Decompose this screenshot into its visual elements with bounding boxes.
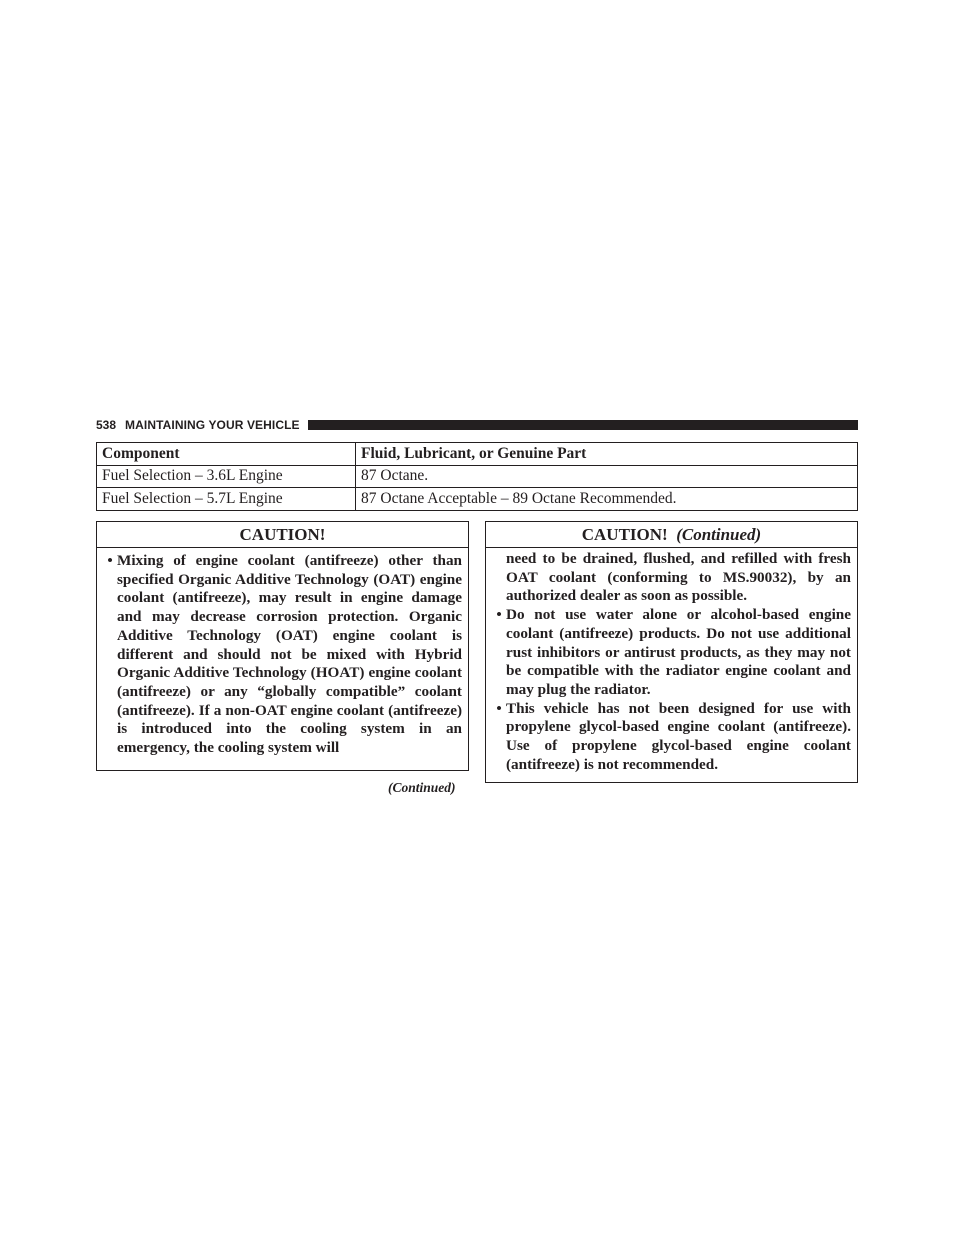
page-number: 538	[96, 418, 117, 432]
caution-body	[97, 548, 468, 758]
bullet-icon: •	[496, 606, 502, 624]
section-title: MAINTAINING YOUR VEHICLE	[125, 418, 300, 432]
caution-bullet: • This vehicle has not been designed for use with propylene glycol-based engine coolant (antifreeze). Use of propylene glycol-based engine coolant (antifreeze) is not recommended.	[492, 700, 851, 775]
bullet-icon: •	[496, 699, 502, 717]
caution-box-left	[96, 521, 469, 771]
header-rule	[308, 420, 858, 430]
caution-body	[486, 548, 857, 774]
table-cell: 87 Octane Acceptable – 89 Octane Recommended.	[356, 488, 858, 511]
column-header-component: Component	[97, 443, 356, 466]
caution-bullet: • Mixing of engine coolant (antifreeze) other than specified Organic Additive Technology (OAT) engine coolant (antifreeze), may result in engine damage and may decrease corrosion protection. Organic Additive Technology (OAT) engine coolant is different and should not be mixed with Hybrid Organic Additive Technology (HOAT) engine coolant (antifreeze) or any “globally compatible” coolant (antifreeze). If a non-OAT engine coolant (antifreeze) is introduced into the cooling system in an emergency, the cooling system will	[103, 552, 462, 758]
table-header-row	[97, 443, 858, 466]
caution-box-right	[485, 521, 858, 783]
caution-continuation: need to be drained, flushed, and refilled with fresh OAT coolant (conforming to MS.90032), by an authorized dealer as soon as possible.	[506, 550, 851, 605]
caution-title-continued: CAUTION! (Continued)	[486, 522, 857, 548]
table-row	[97, 465, 858, 488]
page-header	[96, 417, 858, 433]
continued-note: (Continued)	[388, 780, 456, 795]
column-header-fluid: Fluid, Lubricant, or Genuine Part	[356, 443, 858, 466]
bullet-icon: •	[107, 552, 113, 569]
table-row	[97, 488, 858, 511]
caution-title: CAUTION!	[97, 522, 468, 548]
caution-bullet: • Do not use water alone or alcohol-based engine coolant (antifreeze) products. Do not use additional rust inhibitors or antirust products, as they may not be compatible with the radiator engine coolant and may plug the radiator.	[492, 606, 851, 700]
table-cell: 87 Octane.	[356, 465, 858, 488]
fuel-spec-table	[96, 442, 858, 511]
table-cell: Fuel Selection – 3.6L Engine	[97, 465, 356, 488]
table-cell: Fuel Selection – 5.7L Engine	[97, 488, 356, 511]
